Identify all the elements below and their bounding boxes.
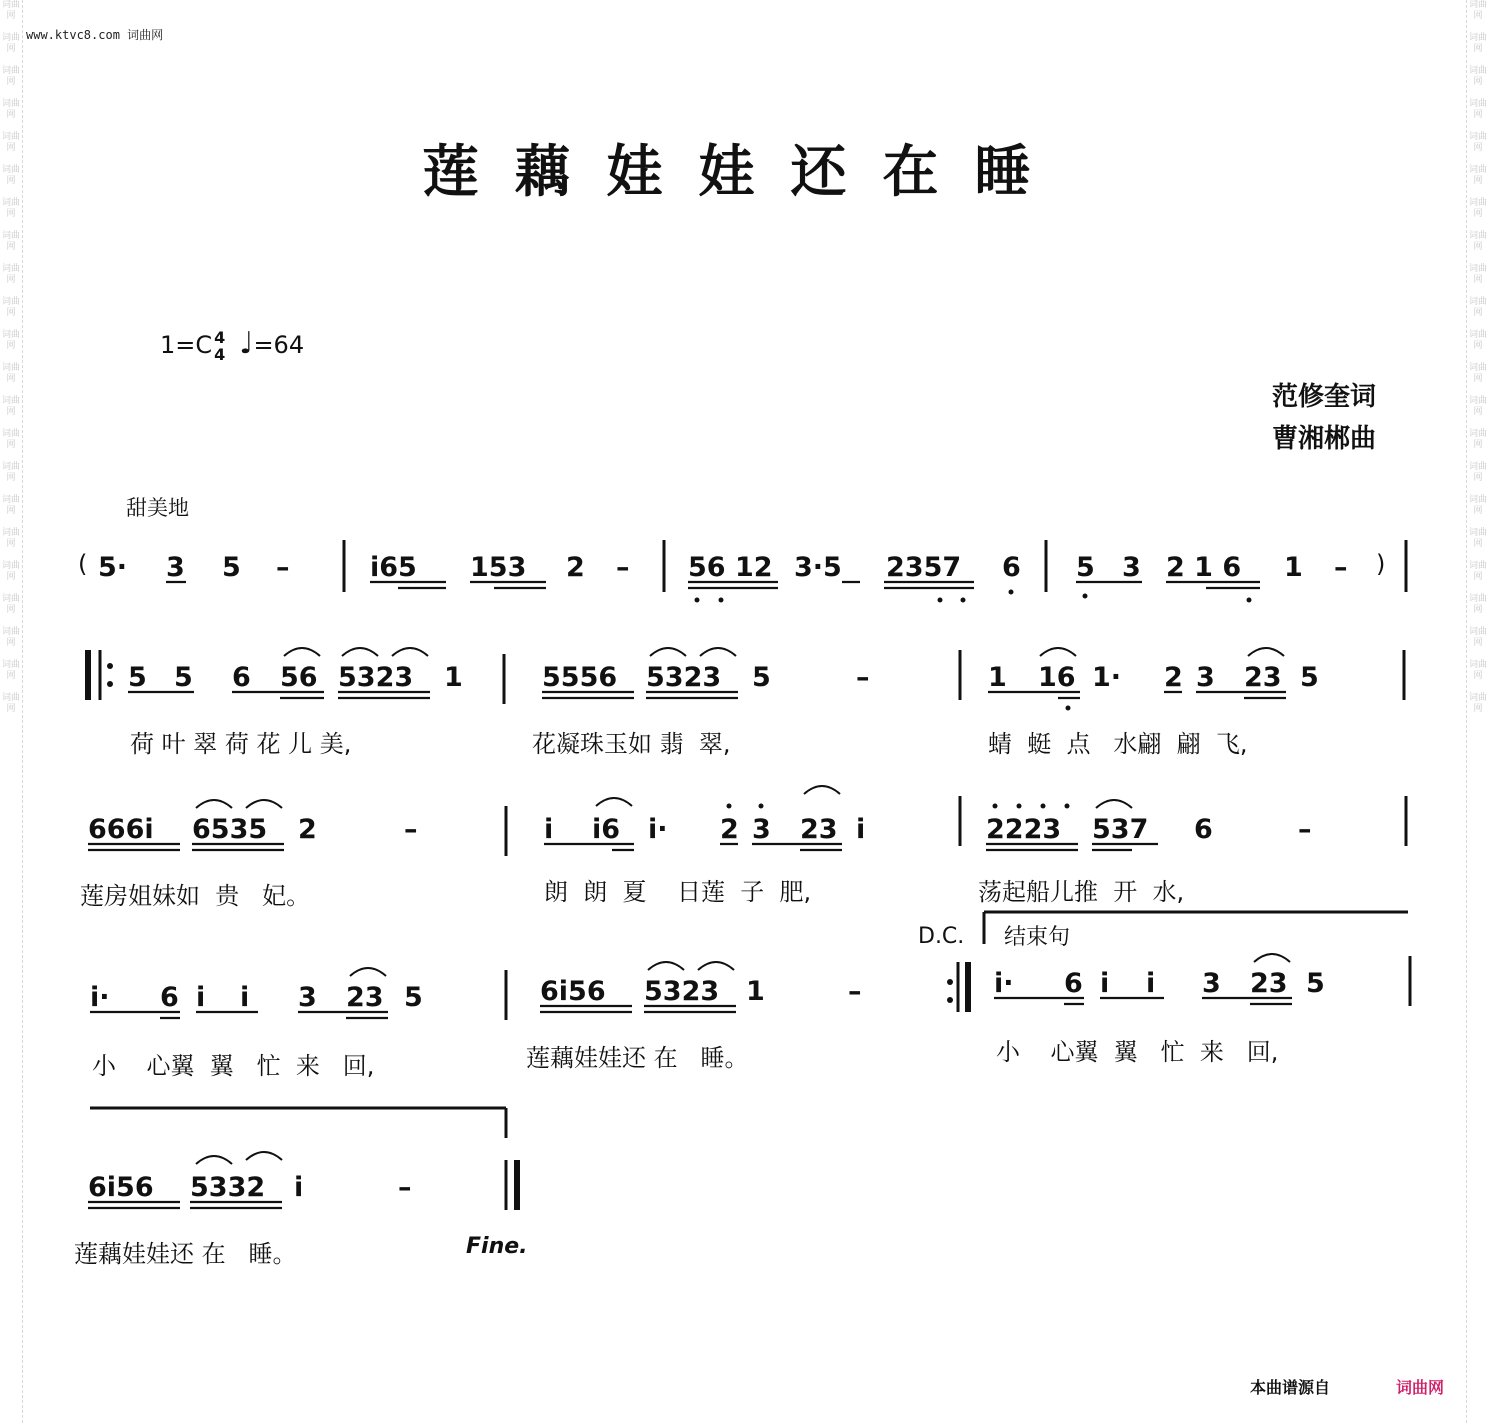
side-watermark-text: 词曲网: [1, 495, 20, 516]
slur: [1248, 648, 1284, 656]
lyric-line: 莲藕娃娃还 在 睡。: [526, 1044, 749, 1072]
note: i: [856, 814, 866, 845]
slur: [1096, 800, 1132, 808]
high-dot: [1065, 804, 1070, 809]
side-watermark-text: 词曲网: [1468, 693, 1487, 714]
dash: –: [1298, 814, 1312, 845]
slur: [350, 968, 386, 976]
side-watermark-text: 词曲网: [1, 297, 20, 318]
fine-marking: Fine.: [466, 1234, 528, 1259]
slur: [804, 786, 840, 794]
note: 5323: [646, 662, 722, 693]
lyric-line: 小 心翼 翼 忙 来 回,: [92, 1052, 375, 1080]
score-line-5: [88, 1152, 517, 1210]
side-watermark-text: 词曲网: [1, 528, 20, 549]
side-watermark-text: 词曲网: [1, 594, 20, 615]
side-watermark-text: 词曲网: [1468, 363, 1487, 384]
note: 666i: [88, 814, 154, 845]
note: 2: [1164, 662, 1183, 693]
composer: 曹湘郴曲: [1272, 424, 1377, 454]
score-line-1: [78, 540, 1406, 603]
site-url[interactable]: www.ktvc8.com 词曲网: [26, 28, 164, 42]
score-line-3: [88, 786, 1406, 856]
note: 23: [346, 982, 384, 1013]
low-dot: [938, 598, 943, 603]
repeat-dot: [947, 979, 953, 985]
side-watermark-text: 词曲网: [1468, 297, 1487, 318]
note: 3: [752, 814, 771, 845]
note: i6: [592, 814, 621, 845]
dash: –: [616, 552, 630, 583]
side-watermark-text: 词曲网: [1, 627, 20, 648]
side-watermark-text: 词曲网: [1, 33, 20, 54]
note: 3: [1202, 968, 1221, 999]
side-watermark-text: 词曲网: [1468, 132, 1487, 153]
lyric-line: 莲藕娃娃还 在 睡。: [74, 1240, 297, 1268]
note: 2357: [886, 552, 962, 583]
side-watermark-text: 词曲网: [1, 462, 20, 483]
note: i: [544, 814, 554, 845]
low-dot: [1009, 590, 1014, 595]
lyric-line: 朗 朗 夏 日莲 子 肥,: [544, 878, 812, 906]
brand-logo[interactable]: 词曲网: [1396, 1378, 1445, 1397]
side-watermark-text: 词曲网: [1, 363, 20, 384]
note: i: [240, 982, 250, 1013]
note: 56 12: [688, 552, 773, 583]
quarter-note-icon: ♩: [239, 326, 254, 361]
note: 23: [1250, 968, 1288, 999]
note: 1·: [1092, 662, 1122, 693]
lyric-line: 莲房姐妹如 贵 妃。: [80, 882, 311, 910]
note: i·: [648, 814, 668, 845]
side-watermark-text: 词曲网: [1468, 264, 1487, 285]
note: 5: [1300, 662, 1319, 693]
side-watermark-text: 词曲网: [1468, 396, 1487, 417]
note: 5323: [338, 662, 414, 693]
tempo: =64: [253, 331, 305, 359]
note: 6: [1002, 552, 1021, 583]
note: i: [294, 1172, 304, 1203]
note: 5: [752, 662, 771, 693]
note: 5·: [98, 552, 128, 583]
dash: –: [398, 1172, 412, 1203]
side-watermark-text: 词曲网: [1468, 165, 1487, 186]
side-watermark-text: 词曲网: [1468, 495, 1487, 516]
note: i: [1100, 968, 1110, 999]
high-dot: [1017, 804, 1022, 809]
side-watermark-text: 词曲网: [1468, 33, 1487, 54]
side-watermark-text: 词曲网: [1468, 198, 1487, 219]
note: i: [196, 982, 206, 1013]
low-dot: [961, 598, 966, 603]
dash: –: [1334, 552, 1348, 583]
slur: [196, 800, 232, 808]
side-watermark-text: 词曲网: [1468, 330, 1487, 351]
note: 16: [1038, 662, 1076, 693]
side-watermark-text: 词曲网: [1, 198, 20, 219]
note: i: [1146, 968, 1156, 999]
side-watermark-text: 词曲网: [1, 66, 20, 87]
side-watermark-text: 词曲网: [1, 0, 20, 21]
lyricist: 范修奎词: [1272, 382, 1377, 412]
time-denominator: 4: [214, 345, 226, 364]
side-watermark-text: 词曲网: [1, 165, 20, 186]
note: 3: [1196, 662, 1215, 693]
side-watermark-text: 词曲网: [1468, 660, 1487, 681]
side-watermark-text: 词曲网: [1468, 66, 1487, 87]
note: 6i56: [88, 1172, 154, 1203]
lyric-line: 荷 叶 翠 荷 花 儿 美,: [130, 730, 352, 758]
side-watermark-text: 词曲网: [1, 561, 20, 582]
side-watermark-text: 词曲网: [1468, 594, 1487, 615]
note: 56: [280, 662, 318, 693]
note: 5556: [542, 662, 618, 693]
lyric-line: 荡起船儿推 开 水,: [978, 878, 1185, 906]
paren-close: ): [1376, 550, 1386, 578]
time-numerator: 4: [214, 328, 226, 347]
score-line-2: [88, 648, 1404, 711]
low-dot: [1066, 706, 1071, 711]
note: 5: [404, 982, 423, 1013]
key-signature: 1=C: [160, 331, 213, 359]
side-watermark-text: 词曲网: [1, 660, 20, 681]
note: 6: [232, 662, 251, 693]
side-watermark-text: 词曲网: [1468, 231, 1487, 252]
note: 6535: [192, 814, 268, 845]
high-dot: [1041, 804, 1046, 809]
slur: [648, 962, 684, 970]
high-dot: [759, 804, 764, 809]
expression-mark: 甜美地: [126, 496, 189, 520]
low-dot: [1247, 598, 1252, 603]
slur: [342, 648, 378, 656]
side-watermark-text: 词曲网: [1, 396, 20, 417]
note: 6: [1194, 814, 1213, 845]
note: 1: [444, 662, 463, 693]
dash: –: [404, 814, 418, 845]
side-watermark-text: 词曲网: [1, 132, 20, 153]
slur: [196, 1156, 232, 1164]
note: 6: [1064, 968, 1083, 999]
note: 23: [800, 814, 838, 845]
note: 5: [174, 662, 193, 693]
high-dot: [993, 804, 998, 809]
dash: –: [856, 662, 870, 693]
side-watermark-text: 词曲网: [1, 264, 20, 285]
note: 5323: [644, 976, 720, 1007]
note: 5332: [190, 1172, 266, 1203]
note: 537: [1092, 814, 1149, 845]
dash: –: [276, 552, 290, 583]
lyric-line: 花凝珠玉如 翡 翠,: [532, 730, 731, 758]
side-watermark-text: 词曲网: [1, 693, 20, 714]
side-watermark-text: 词曲网: [1468, 462, 1487, 483]
source-label: 本曲谱源自: [1250, 1378, 1331, 1397]
side-watermark-text: 词曲网: [1468, 429, 1487, 450]
note: i65: [370, 552, 417, 583]
low-dot: [1083, 594, 1088, 599]
dc-marking: D.C.: [918, 924, 965, 949]
note: i·: [90, 982, 110, 1013]
slur: [246, 800, 282, 808]
low-dot: [695, 598, 700, 603]
ending-label: 结束句: [1004, 925, 1071, 950]
slur: [650, 648, 686, 656]
paren-open: (: [78, 550, 88, 578]
dash: –: [848, 976, 862, 1007]
note: 153: [470, 552, 527, 583]
slur: [596, 798, 632, 806]
side-watermark-text: 词曲网: [1, 429, 20, 450]
note: 3·5: [794, 552, 842, 583]
note: i·: [994, 968, 1014, 999]
slur: [1040, 648, 1076, 656]
slur: [246, 1152, 282, 1160]
slur: [284, 648, 320, 656]
note: 3: [1122, 552, 1141, 583]
note: 5: [222, 552, 241, 583]
side-watermark-text: 词曲网: [1468, 528, 1487, 549]
side-watermark-text: 词曲网: [1468, 0, 1487, 21]
side-watermark-text: 词曲网: [1, 231, 20, 252]
slur: [392, 648, 428, 656]
note: 5: [1306, 968, 1325, 999]
slur: [700, 648, 736, 656]
repeat-dot: [947, 997, 953, 1003]
note: 23: [1244, 662, 1282, 693]
note: 3: [166, 552, 185, 583]
note: 1: [1284, 552, 1303, 583]
slur: [698, 962, 734, 970]
side-watermark-text: 词曲网: [1468, 99, 1487, 120]
note: 2223: [986, 814, 1062, 845]
note: 1: [988, 662, 1007, 693]
side-watermark-text: 词曲网: [1468, 561, 1487, 582]
note: 3: [298, 982, 317, 1013]
side-watermark-text: 词曲网: [1468, 627, 1487, 648]
lyric-line: 蜻 蜓 点 水翩 翩 飞,: [988, 730, 1248, 758]
note: 6: [160, 982, 179, 1013]
note: 1: [746, 976, 765, 1007]
side-watermark-text: 词曲网: [1, 330, 20, 351]
side-watermark-text: 词曲网: [1, 99, 20, 120]
high-dot: [727, 804, 732, 809]
lyric-line: 小 心翼 翼 忙 来 回,: [996, 1038, 1279, 1066]
note: 6i56: [540, 976, 606, 1007]
score-line-4: [90, 954, 1410, 1020]
song-title: 莲藕娃娃还在睡: [422, 139, 1067, 205]
note: 2: [720, 814, 739, 845]
note: 2 1 6: [1166, 552, 1242, 583]
repeat-dot: [107, 663, 113, 669]
note: 2: [298, 814, 317, 845]
low-dot: [719, 598, 724, 603]
note: 2: [566, 552, 585, 583]
repeat-dot: [107, 681, 113, 687]
note: 5: [128, 662, 147, 693]
slur: [1254, 954, 1290, 962]
note: 5: [1076, 552, 1095, 583]
